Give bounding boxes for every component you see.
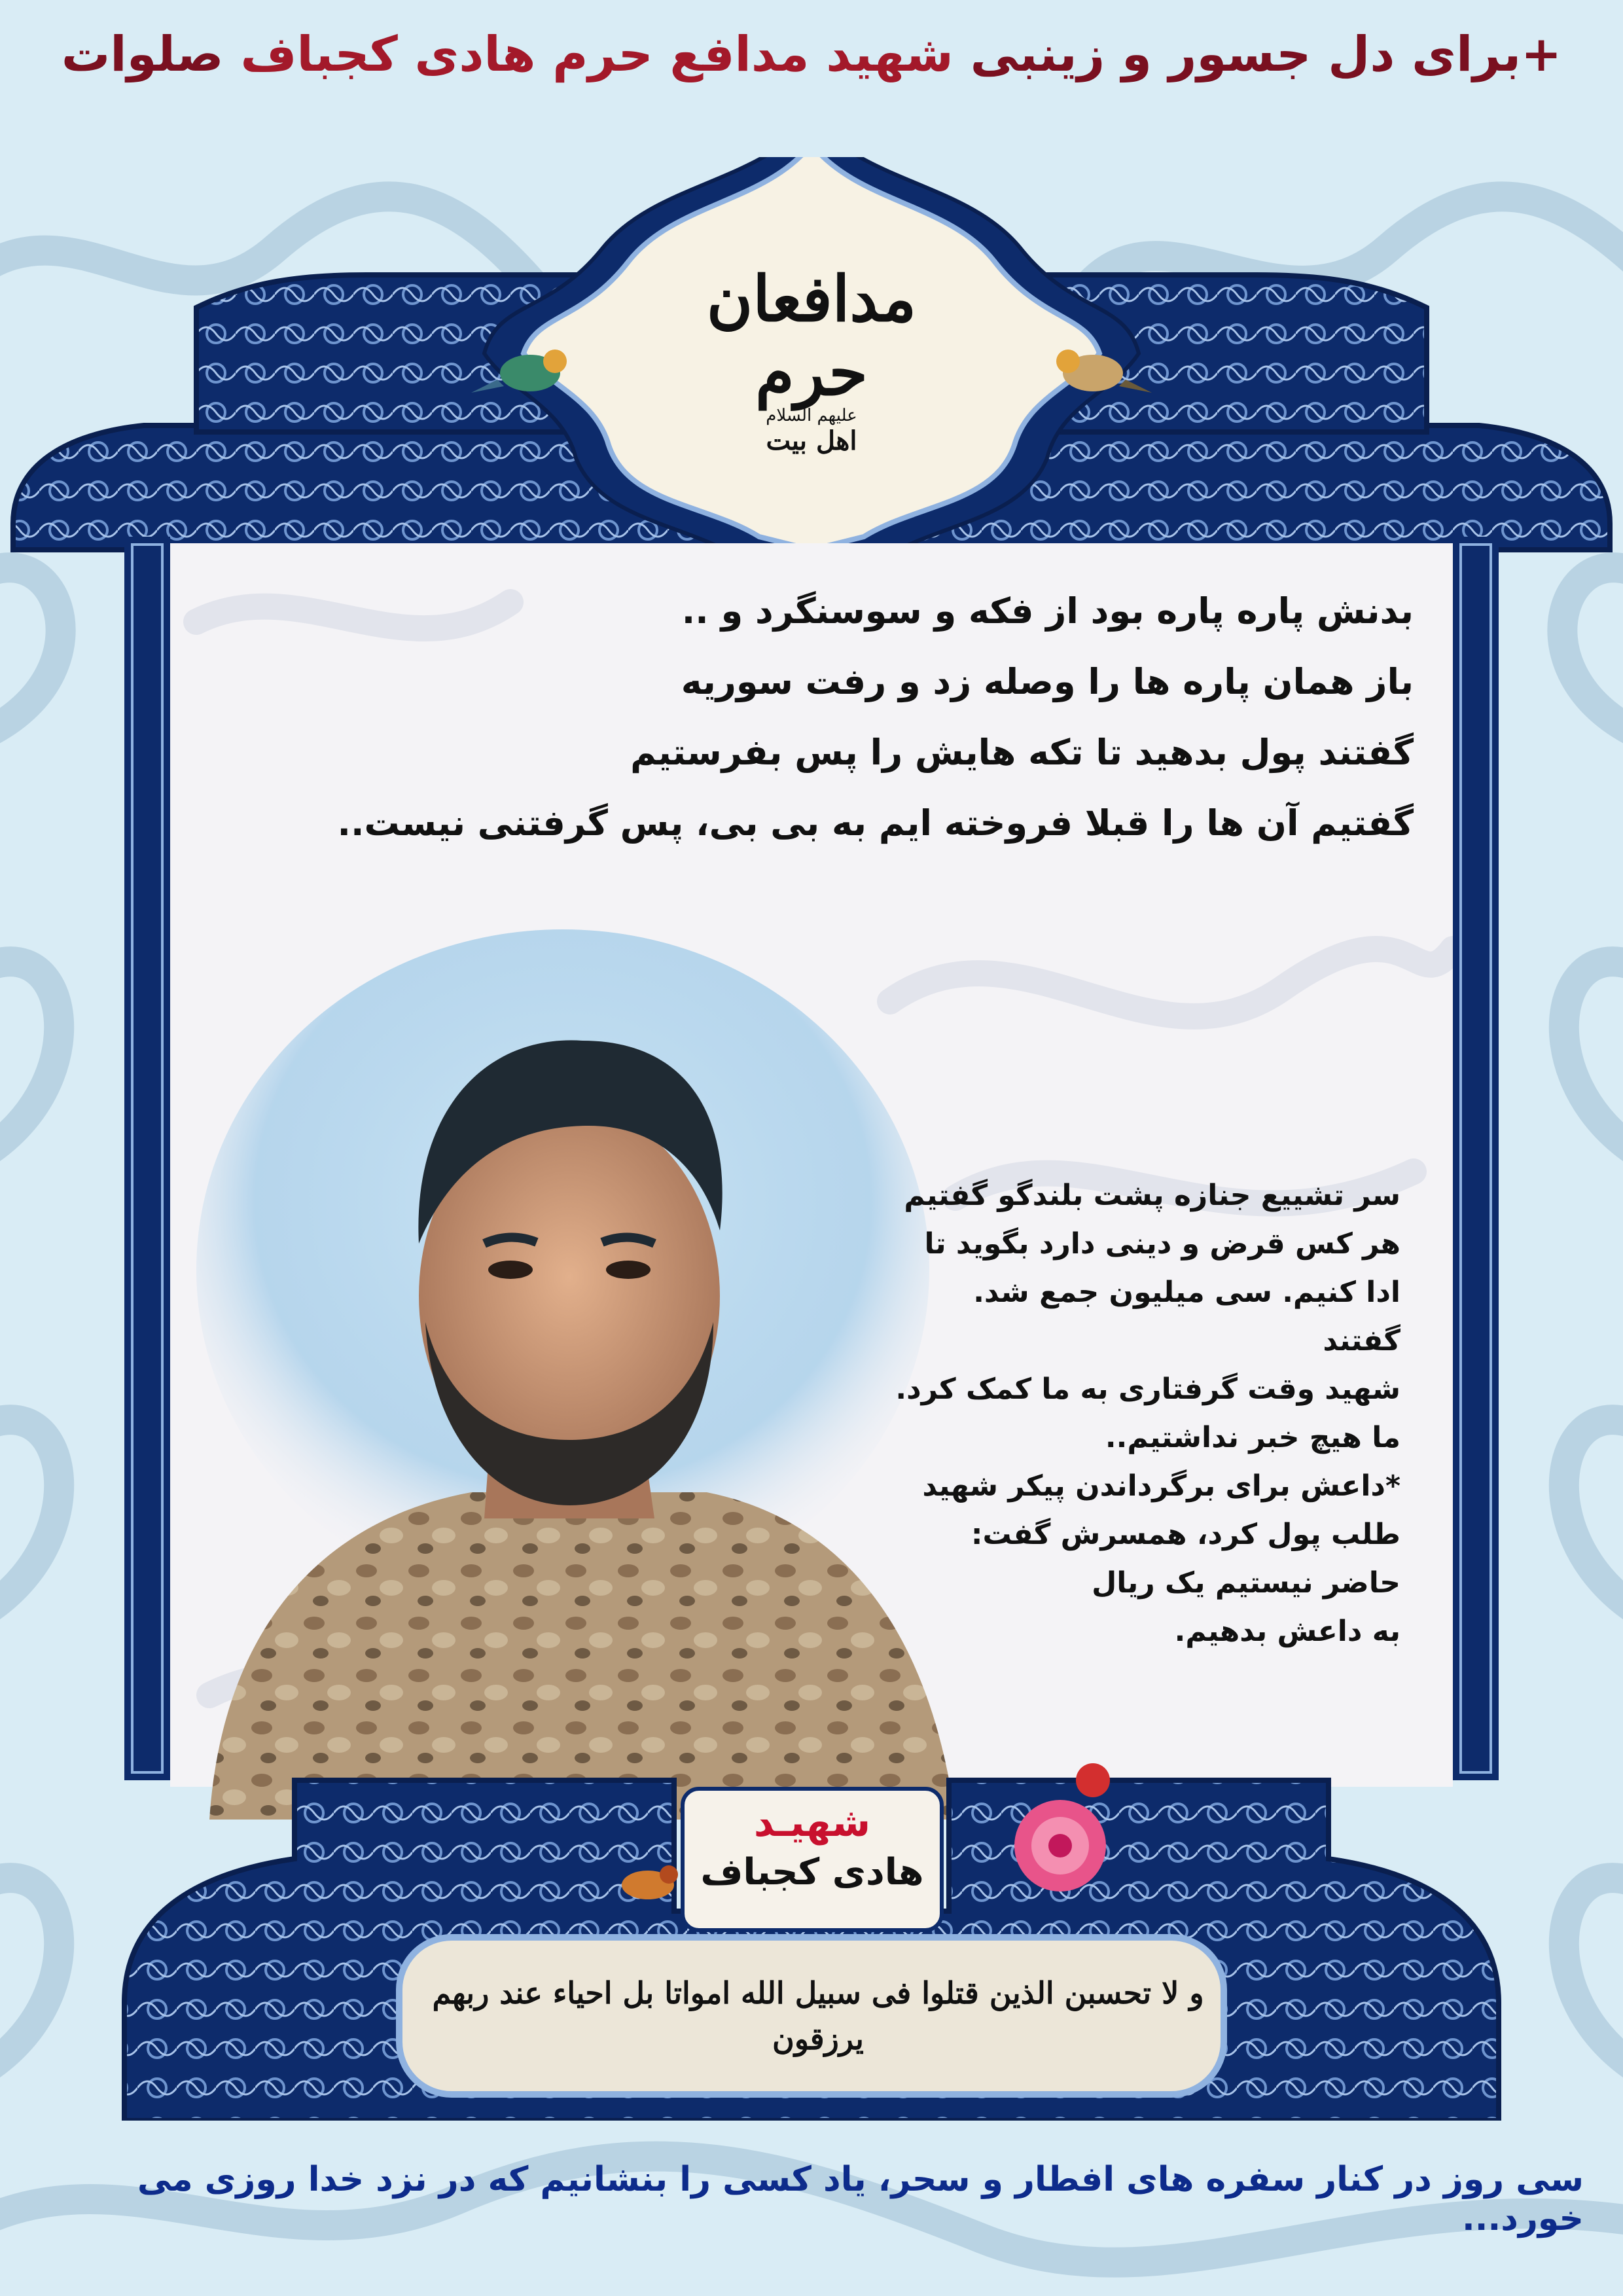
poem-mid-line: *داعش برای برگرداندن پیکر شهید [922,1469,1400,1503]
poem-mid-line: به داعش بدهیم. [1174,1615,1400,1648]
poem-top-line: گفتند پول بدهید تا تکه هایش را پس بفرستیم [630,732,1414,773]
poem-top [216,576,1414,859]
poem-mid-line: سر تشییع جنازه پشت بلندگو گفتیم [904,1179,1400,1212]
header-end: صلوات [61,26,241,82]
martyr-name: هادی کجباف [700,1851,924,1893]
poem-middle [890,1172,1400,1656]
emblem-calligraphy: مدافعان حرم [706,262,917,410]
emblem-subtitle [713,406,910,456]
header-start: +برای دل جسور و زینبی [953,26,1562,82]
poem-mid-line: ما هیچ خبر نداشتیم.. [1105,1421,1400,1454]
right-frame-column [1453,537,1499,1780]
martyr-portrait [196,929,982,1820]
poem-mid-line: طلب پول کرد، همسرش گفت: [971,1518,1400,1551]
dedication-header [0,26,1623,82]
emblem-sub: اهل بیت [766,425,857,456]
footer-text: سی روز در کنار سفره های افطار و سحر، یاد کسی را بنشانیم که در نزد خدا روزی می خورد... [137,2160,1584,2238]
poem-top-line: گفتیم آن ها را قبلا فروخته ایم به بی بی، پس گرفتنی نیست.. [337,802,1414,844]
poem-mid-line: هر کس قرض و دینی دارد بگوید تا [924,1227,1400,1261]
header-martyr-name: شهید مدافع حرم هادی کجباف [240,26,954,82]
poem-top-line: بدنش پاره پاره بود از فکه و سوسنگرد و .. [681,590,1414,632]
emblem-sub2: علیهم السلام [766,406,857,425]
poem-mid-line: ادا کنیم. سی میلیون جمع شد. گفتند [973,1276,1400,1357]
poem-mid-line: شهید وقت گرفتاری به ما کمک کرد. [895,1372,1400,1406]
poem-top-line: باز همان پاره ها را وصله زد و رفت سوریه [681,661,1414,702]
left-frame-column [124,537,170,1780]
quran-verse: و لا تحسبن الذین قتلوا فی سبیل الله امواتا بل احیاء عند ربهم یرزقون [432,1975,1204,2056]
poem-mid-line: حاضر نیستیم یک ریال [1092,1566,1400,1600]
martyr-title: شهیـد [753,1800,871,1846]
martyr-name-plate [681,1787,944,1932]
